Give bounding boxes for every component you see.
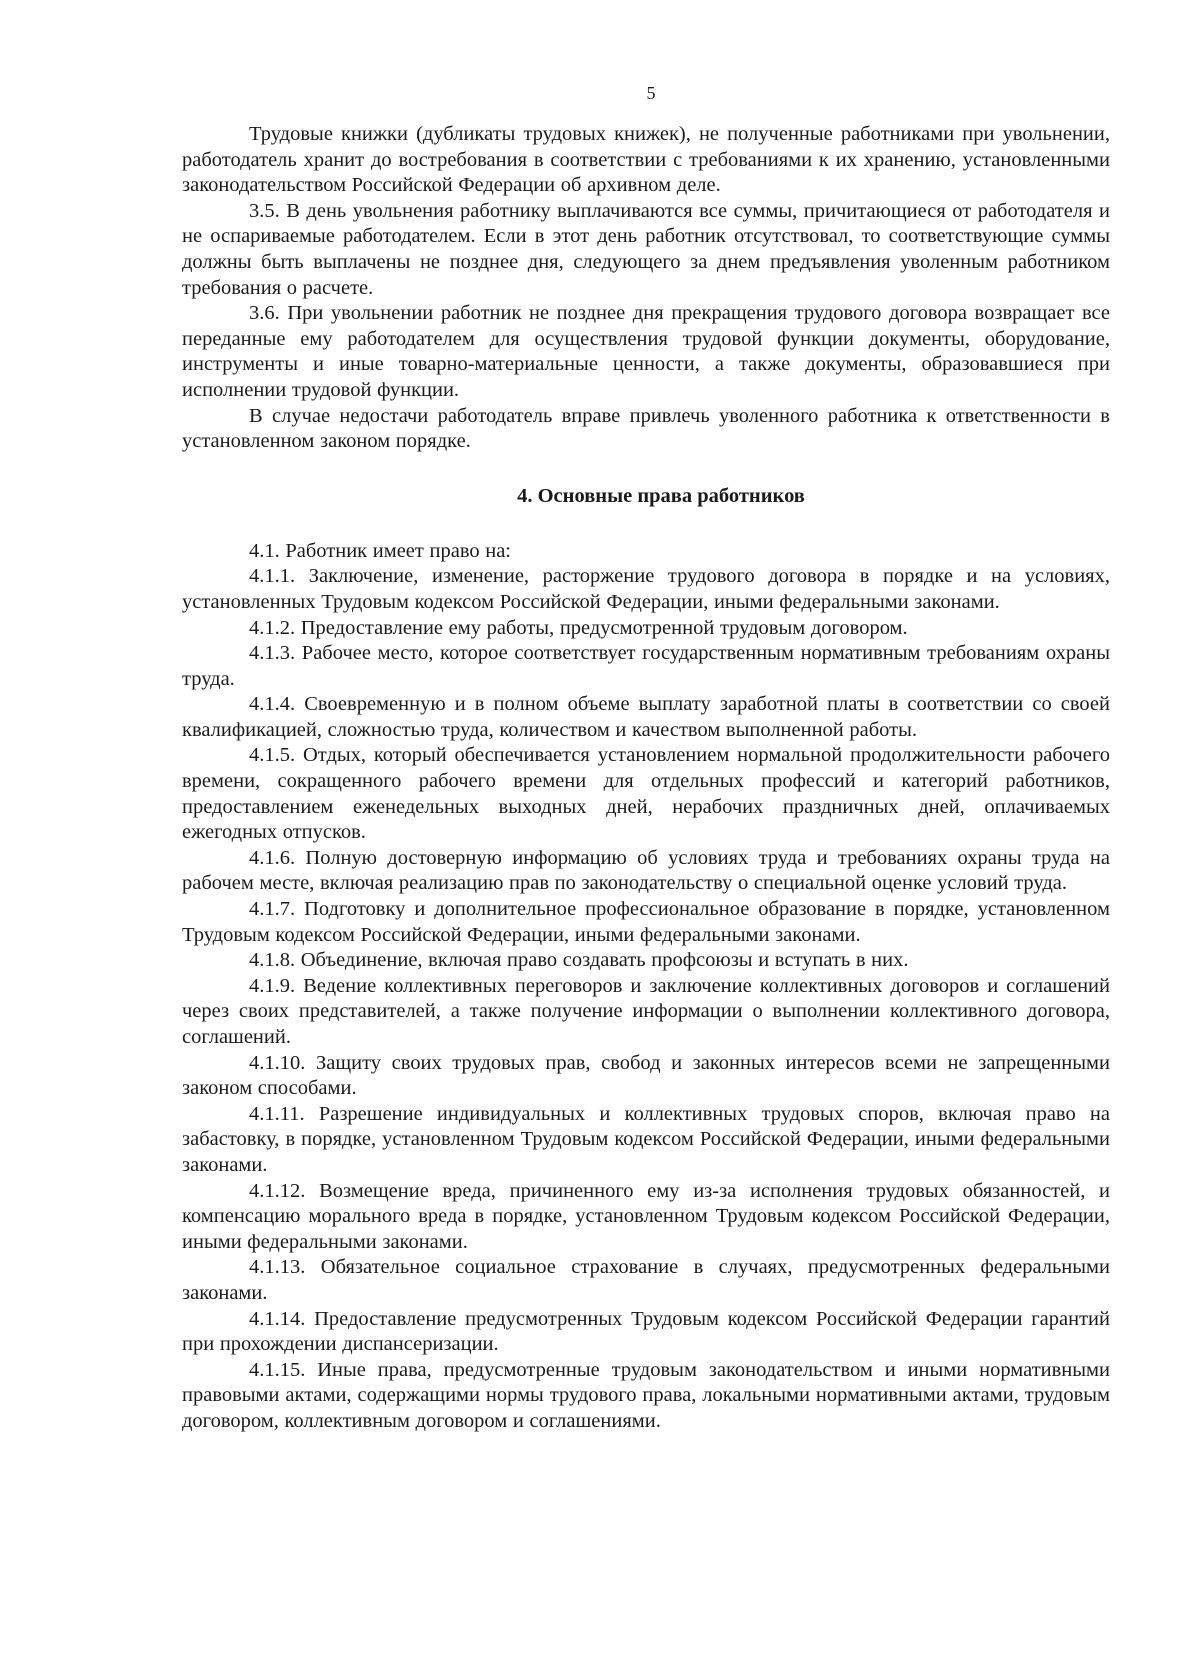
paragraph-4-1-11: 4.1.11. Разрешение индивидуальных и коллективных трудовых споров, включая право на забастовку, в порядке, установленном Трудовым кодексом Российской Федерации, иными федеральными законами. bbox=[182, 1102, 1110, 1176]
paragraph-4-1-8: 4.1.8. Объединение, включая право создавать профсоюзы и вступать в них. bbox=[249, 949, 909, 972]
paragraph-3-5: 3.5. В день увольнения работнику выплачиваются все суммы, причитающиеся от работодателя и не оспариваемые работодателем. Если в этот день работник отсутствовал, то соответствующие суммы должны быть выплачены не позднее дня, следующего за днем предъявления уволенным работником требования о расчете. bbox=[182, 199, 1110, 299]
paragraph-4-1-14: 4.1.14. Предоставление предусмотренных Трудовым кодексом Российской Федерации гарантий при прохождении диспансеризации. bbox=[182, 1307, 1110, 1356]
paragraph-4-1-2: 4.1.2. Предоставление ему работы, предусмотренной трудовым договором. bbox=[249, 616, 908, 639]
section-3-continuation bbox=[182, 122, 1110, 455]
document-page bbox=[182, 80, 1110, 1435]
section-4-heading: 4. Основные права работников bbox=[517, 484, 805, 507]
page-number: 5 bbox=[646, 83, 656, 103]
paragraph-4-1-12: 4.1.12. Возмещение вреда, причиненного ему из-за исполнения трудовых обязанностей, и компенсацию морального вреда в порядке, установленном Трудовым кодексом Российской Федерации, иными федеральными законами. bbox=[182, 1179, 1110, 1253]
paragraph-shortage: В случае недостачи работодатель вправе привлечь уволенного работника к ответственности в установленном законом порядке. bbox=[182, 404, 1110, 453]
section-4-body bbox=[182, 539, 1110, 1435]
paragraph-4-1-1: 4.1.1. Заключение, изменение, расторжение трудового договора в порядке и на условиях, установленных Трудовым кодексом Российской Федерации, иными федеральными законами. bbox=[182, 565, 1110, 613]
paragraph-4-1-13: 4.1.13. Обязательное социальное страхование в случаях, предусмотренных федеральными законами. bbox=[182, 1256, 1110, 1304]
paragraph-4-1: 4.1. Работник имеет право на: bbox=[249, 539, 511, 562]
paragraph-4-1-7: 4.1.7. Подготовку и дополнительное профессиональное образование в порядке, установленном Трудовым кодексом Российской Федерации, иными федеральными законами. bbox=[182, 898, 1110, 946]
paragraph-4-1-9: 4.1.9. Ведение коллективных переговоров и заключение коллективных договоров и соглашений через своих представителей, а также получение информации о выполнении коллективного договора, соглашений. bbox=[182, 974, 1110, 1048]
paragraph-work-books: Трудовые книжки (дубликаты трудовых книжек), не полученные работниками при увольнении, работодатель хранит до востребования в соответствии с требованиями к их хранению, установленными законодательством Российской Федерации об архивном деле. bbox=[182, 123, 1110, 197]
paragraph-4-1-10: 4.1.10. Защиту своих трудовых прав, свобод и законных интересов всеми не запрещенными законом способами. bbox=[182, 1051, 1110, 1100]
paragraph-4-1-6: 4.1.6. Полную достоверную информацию об условиях труда и требованиях охраны труда на рабочем месте, включая реализацию прав по законодательству о специальной оценке условий труда. bbox=[182, 846, 1110, 895]
paragraph-4-1-4: 4.1.4. Своевременную и в полном объеме выплату заработной платы в соответствии со своей квалификацией, сложностью труда, количеством и качеством выполненной работы. bbox=[182, 693, 1110, 741]
paragraph-4-1-15: 4.1.15. Иные права, предусмотренные трудовым законодательством и иными нормативными правовыми актами, содержащими нормы трудового права, локальными нормативными актами, трудовым договором, коллективным договором и соглашениями. bbox=[182, 1358, 1110, 1432]
paragraph-4-1-3: 4.1.3. Рабочее место, которое соответствует государственным нормативным требованиям охраны труда. bbox=[182, 642, 1110, 690]
paragraph-4-1-5: 4.1.5. Отдых, который обеспечивается установлением нормальной продолжительности рабочего времени, сокращенного рабочего времени для отдельных профессий и категорий работников, предоставлением еженедельных выходных дней, нерабочих праздничных дней, оплачиваемых ежегодных отпусков. bbox=[182, 744, 1110, 844]
paragraph-3-6: 3.6. При увольнении работник не позднее дня прекращения трудового договора возвращает все переданные ему работодателем для осуществления трудовой функции документы, оборудование, инструменты и иные товарно-материальные ценности, а также документы, образовавшиеся при исполнении трудовой функции. bbox=[182, 302, 1110, 401]
